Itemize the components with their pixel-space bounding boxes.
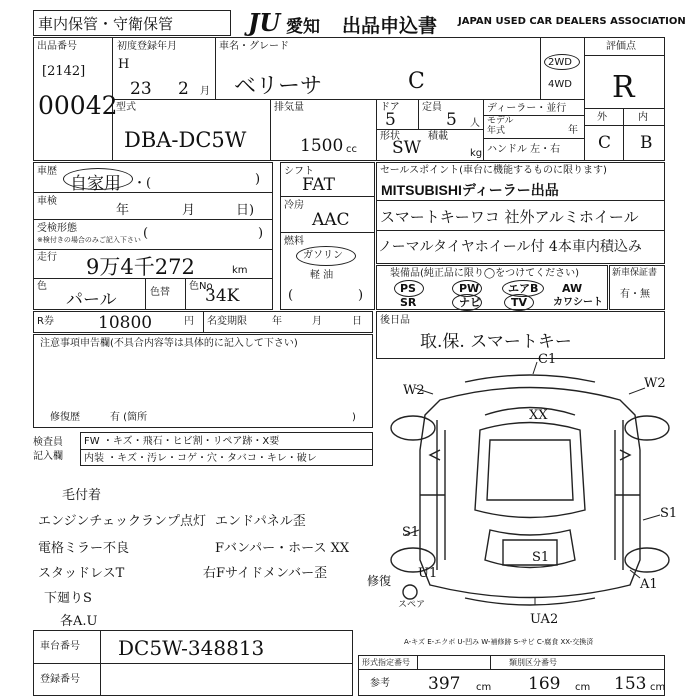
receipt-note: ※検付きの場合のみご記入下さい [37, 236, 141, 244]
history-label: 車歴 [37, 166, 57, 177]
model-label: 型式 [116, 102, 136, 113]
height-unit: cm [650, 682, 666, 693]
inspection-day: 日) [236, 203, 255, 218]
mileage-label: 走行 [37, 252, 57, 263]
sales-point-3: ノーマルタイヤホイール付 4本車内積込み [378, 239, 642, 255]
equip-tv-circle [504, 294, 534, 311]
plate-label: 登録番号 [40, 674, 80, 685]
body-shape-label: 形状 [380, 131, 400, 142]
sales-point-2: スマートキーワコ 社外アルミホイール [380, 208, 639, 226]
receipt-label: 受検形態 [37, 223, 77, 234]
mark-xx: XX [529, 408, 548, 423]
mark-c1: C1 [538, 352, 557, 367]
fw-row: FW ・キズ・飛石・ヒビ割・リペア跡・X要 [84, 436, 280, 447]
drive-2wd: 2WD [548, 57, 572, 68]
org-name: 愛知 [286, 17, 320, 37]
load-unit: kg [470, 148, 483, 159]
dealer-year: 年式 [487, 126, 506, 136]
mileage-unit: km [232, 265, 248, 276]
history-value: 自家用 [70, 174, 121, 194]
registration-year: 23 [130, 79, 152, 99]
inspector-label: 検査員 [33, 437, 63, 448]
type-label: 類別区分番号 [509, 658, 557, 667]
evaluation-label: 評価点 [606, 41, 636, 52]
registration-month: 2 [178, 79, 189, 99]
doors-value: 5 [385, 110, 396, 130]
color-label: 色 [37, 281, 47, 292]
equip-aw: AW [562, 282, 583, 295]
car-name-label: 車名・グレード [219, 41, 289, 52]
exterior-score: C [598, 133, 612, 153]
equip-pw: PW [459, 282, 480, 295]
inspection-month: 月 [182, 203, 196, 218]
displacement-value: 1500 [300, 136, 344, 156]
load-label: 積載 [428, 131, 448, 142]
equip-leather: カワシート [553, 297, 603, 308]
inspection-year: 年 [116, 203, 130, 218]
repair-history-value: 有 (箇所 [110, 412, 148, 423]
interior-label: 内 [638, 112, 648, 123]
month-unit: 月 [200, 86, 210, 97]
car-damage-diagram [385, 360, 678, 625]
exterior-label: 外 [597, 112, 607, 123]
chassis-value: DC5W-348813 [118, 636, 265, 660]
cert-label: 形式指定番号 [362, 658, 410, 667]
car-grade: C [408, 69, 425, 94]
mark-s1-right: S1 [660, 506, 678, 521]
notes-label: 注意事項申告欄(不具合内容等は具体的に記入して下さい) [40, 338, 298, 349]
shift-label: シフト [284, 166, 314, 177]
displacement-unit: cc [346, 144, 357, 155]
reference-label: 参考 [370, 678, 390, 689]
capacity-unit: 人 [470, 118, 480, 129]
doors-label: ドア [380, 102, 400, 113]
capacity-label: 定員 [422, 102, 442, 113]
name-change-label: 名変期限 [207, 316, 247, 327]
lot-number: 00042 [38, 91, 118, 120]
shift-value: FAT [302, 175, 336, 195]
model-value: DBA-DC5W [124, 128, 247, 152]
mark-u1: U1 [418, 566, 438, 581]
recycle-label: R券 [37, 316, 54, 327]
lot-label: 出品番号 [37, 41, 77, 52]
equipment-label: 装備品(純正品に限り◯をつけてください) [390, 268, 579, 279]
displacement-label: 排気量 [274, 102, 304, 113]
length-value: 397 [428, 674, 461, 694]
mark-w2-left: W2 [403, 383, 425, 398]
note-line-5: 下廻りS [44, 591, 92, 606]
dealer-import: ディーラー・並行 [487, 103, 567, 114]
damage-note-3: 右Fサイドメンバー歪 [203, 566, 328, 581]
name-change-month: 月 [312, 316, 322, 327]
equip-airbag: エアB [508, 282, 539, 295]
fuel-label: 燃料 [284, 236, 304, 247]
evaluation-score: R [612, 70, 635, 105]
aircon-value: AAC [312, 210, 350, 230]
note-line-4: スタッドレスT [38, 566, 125, 581]
mark-w2-right: W2 [644, 376, 666, 391]
equip-sr: SR [400, 296, 417, 309]
interior-row: 内装 ・キズ・汚レ・コゲ・穴・タバコ・キレ・破レ [84, 453, 317, 464]
association-name: JAPAN USED CAR DEALERS ASSOCIATION [458, 16, 686, 27]
name-change-year: 年 [272, 316, 282, 327]
color-value: パール [66, 290, 117, 310]
capacity-value: 5 [446, 110, 457, 130]
width-value: 169 [528, 674, 561, 694]
lot-bracket-number: [2142] [42, 64, 86, 79]
color-change-label: 色替 [150, 287, 170, 298]
spare-label: スペア [398, 600, 426, 610]
registration-era: H [118, 57, 130, 72]
color-code-label: 色No [189, 281, 213, 292]
mileage-value: 9万4千272 [86, 255, 195, 279]
color-code: 34K [205, 286, 240, 306]
registration-label: 初度登録年月 [117, 41, 177, 52]
rear-items-label: 後日品 [380, 315, 410, 326]
sales-point-1: MITSUBISHIディーラー出品 [381, 182, 559, 198]
mark-a1: A1 [640, 577, 658, 592]
fuel-gasoline: ガソリン [303, 250, 343, 261]
warranty-value: 有・無 [620, 289, 650, 300]
recycle-value: 10800 [98, 313, 153, 333]
entry-label: 記入欄 [33, 451, 63, 462]
inspection-label: 車検 [37, 196, 57, 207]
name-change-day: 日 [352, 316, 362, 327]
ju-logo: JU [248, 8, 281, 37]
damage-note-2: Fバンパー・ホース XX [215, 541, 350, 556]
equip-ps-circle [394, 280, 424, 297]
equip-navi-circle [452, 294, 482, 311]
mark-ua2: UA2 [530, 612, 559, 627]
equip-tv: TV [511, 296, 528, 309]
interior-score: B [640, 133, 653, 153]
note-line-1: 毛付着 [62, 488, 102, 503]
handle-side: ハンドル 左・右 [487, 144, 561, 155]
car-name: ベリーサ [234, 74, 323, 99]
damage-note-1: エンドパネル歪 [215, 514, 306, 529]
width-unit: cm [575, 682, 591, 693]
drive-4wd: 4WD [548, 79, 572, 90]
repair-history-label: 修復歴 [50, 412, 80, 423]
note-line-2: エンジンチェックランプ点灯 [38, 514, 206, 529]
equip-navi: ナビ [459, 296, 481, 309]
aircon-label: 冷房 [284, 200, 304, 211]
repair-mark: 修復 [367, 574, 392, 588]
form-title: 出品申込書 [342, 15, 438, 37]
note-line-3: 電格ミラー不良 [38, 541, 130, 556]
equip-ps: PS [400, 282, 416, 295]
history-paren: ・( [133, 176, 152, 191]
damage-legend: A-キズ E-エクボ U-凹み W-補修跡 S-サビ C-腐食 XX-交換済 [404, 638, 594, 646]
note-line-6: 各A.U [60, 614, 98, 629]
mark-s1-center: S1 [532, 550, 550, 565]
mark-s1-left: S1 [402, 525, 420, 540]
sales-points-label: セールスポイント(車台に機能するものに限ります) [380, 165, 607, 176]
fuel-diesel: 軽 油 [310, 270, 334, 281]
dealer-year-unit: 年 [568, 125, 578, 136]
rear-items-value: 取.保. スマートキー [420, 332, 572, 352]
length-unit: cm [476, 682, 492, 693]
storage-label: 車内保管・守衛保管 [38, 15, 174, 33]
height-value: 153 [614, 674, 647, 694]
chassis-label: 車台番号 [40, 641, 80, 652]
dealer-model: モデル [487, 116, 514, 126]
body-shape-value: SW [392, 138, 422, 158]
recycle-unit: 円 [184, 316, 194, 327]
warranty-label: 新車保証書 [612, 268, 658, 278]
